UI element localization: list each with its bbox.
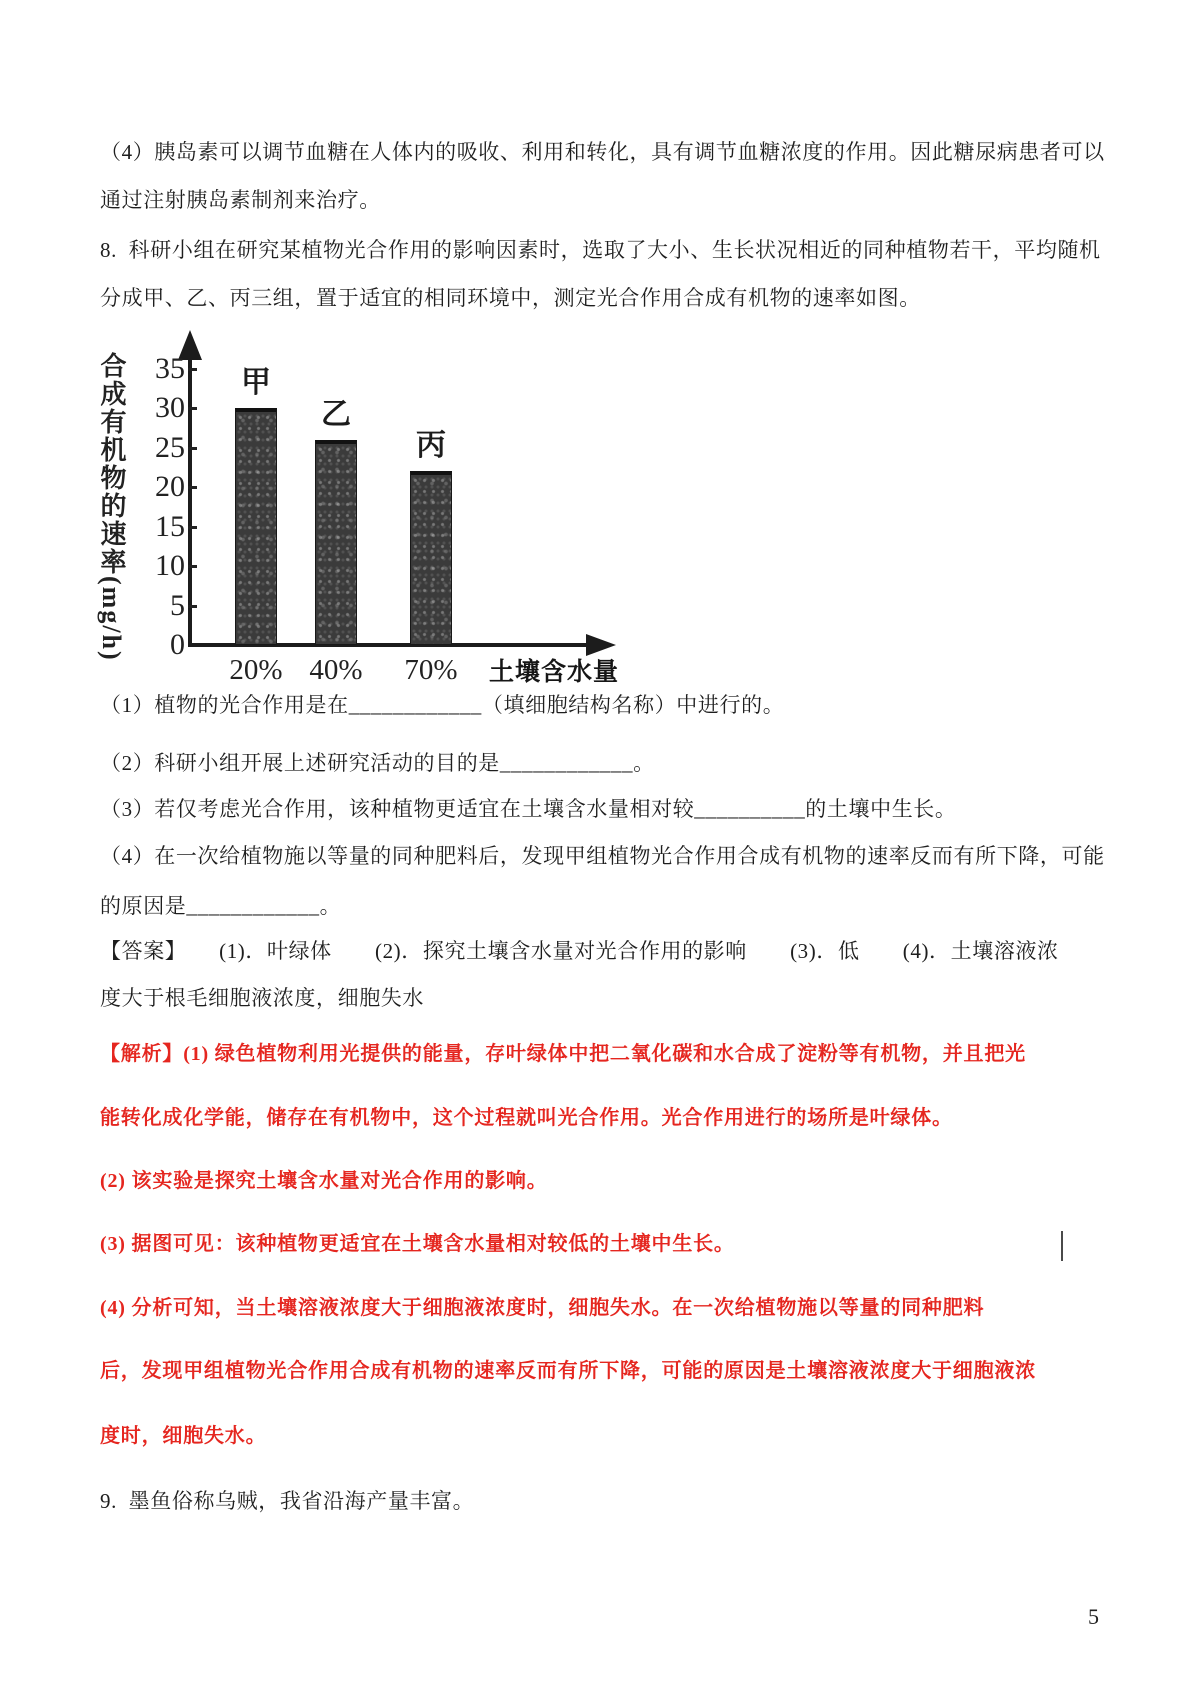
chart-y-axis-label: 合成有机物的速率(mg/h)	[97, 352, 126, 662]
y-tick-label: 35	[155, 351, 185, 385]
answer-line-1: 【答案】 (1)．叶绿体 (2)．探究土壤含水量对光合作用的影响 (3)．低 (4)．土壤溶液浓	[100, 939, 1059, 963]
y-tick-label: 0	[170, 628, 185, 661]
bar-乙	[315, 440, 357, 645]
x-tick-label: 40%	[309, 654, 363, 686]
y-tick-label: 10	[155, 549, 185, 582]
analysis-line-2: 能转化成化学能，储存在有机物中，这个过程就叫光合作用。光合作用进行的场所是叶绿体。	[100, 1107, 953, 1129]
y-tick-label: 30	[155, 391, 185, 424]
y-tick-label: 25	[155, 430, 185, 464]
analysis-line-6: 后，发现甲组植物光合作用合成有机物的速率反而有所下降，可能的原因是土壤溶液浓度大于细胞液浓	[100, 1360, 1036, 1382]
y-tick-label: 15	[155, 509, 185, 543]
bar-丙	[410, 471, 452, 645]
y-tick-mark	[188, 565, 197, 568]
bar-group-label: 丙	[416, 429, 446, 462]
bar-group-label: 甲	[241, 366, 271, 399]
question8-stem-line-1: 8. 科研小组在研究某植物光合作用的影响因素时，选取了大小、生长状况相近的同种植物若干，平均随机	[100, 238, 1101, 262]
y-tick-mark	[188, 605, 197, 608]
bar-甲	[235, 408, 277, 645]
chart-x-axis-label: 土壤含水量	[489, 659, 620, 686]
bar-group-label: 乙	[321, 398, 351, 431]
text-cursor-artifact	[1061, 1231, 1063, 1261]
analysis-line-4: (3) 据图可见：该种植物更适宜在土壤含水量相对较低的土壤中生长。	[100, 1233, 735, 1255]
question8-sub3: （3）若仅考虑光合作用，该种植物更适宜在土壤含水量相对较__________的土壤中生长。	[100, 797, 957, 821]
question8-stem-line-2: 分成甲、乙、丙三组，置于适宜的相同环境中，测定光合作用合成有机物的速率如图。	[100, 286, 921, 310]
y-tick-mark	[188, 486, 197, 489]
intro-line-1: （4）胰岛素可以调节血糖在人体内的吸收、利用和转化，具有调节血糖浓度的作用。因此糖尿病患者可以	[100, 140, 1105, 164]
question8-sub4-line-1: （4）在一次给植物施以等量的同种肥料后，发现甲组植物光合作用合成有机物的速率反而有所下降，可能	[100, 844, 1105, 868]
x-tick-label: 20%	[229, 654, 283, 686]
analysis-line-7: 度时，细胞失水。	[100, 1425, 267, 1447]
question8-sub1: （1）植物的光合作用是在____________（填细胞结构名称）中进行的。	[100, 693, 785, 717]
question8-sub2: （2）科研小组开展上述研究活动的目的是____________。	[100, 751, 655, 775]
y-tick-mark	[188, 407, 197, 410]
bar-chart	[93, 330, 638, 692]
y-tick-label: 20	[155, 470, 185, 503]
analysis-line-1: 【解析】(1) 绿色植物利用光提供的能量，存叶绿体中把二氧化碳和水合成了淀粉等有机物，并且把光	[100, 1043, 1026, 1065]
analysis-line-3: (2) 该实验是探究土壤含水量对光合作用的影响。	[100, 1170, 548, 1192]
y-tick-mark	[188, 368, 197, 371]
y-tick-label: 5	[170, 588, 185, 622]
y-tick-mark	[188, 526, 197, 529]
question8-sub4-line-2: 的原因是____________。	[100, 894, 342, 918]
y-tick-mark	[188, 447, 197, 450]
intro-line-2: 通过注射胰岛素制剂来治疗。	[100, 188, 381, 212]
y-axis-line	[188, 356, 192, 647]
page-number: 5	[1088, 1604, 1099, 1629]
x-tick-label: 70%	[404, 654, 458, 686]
question9-stem: 9. 墨鱼俗称乌贼，我省沿海产量丰富。	[100, 1489, 475, 1513]
analysis-line-5: (4) 分析可知，当土壤溶液浓度大于细胞液浓度时，细胞失水。在一次给植物施以等量的同种肥料	[100, 1297, 985, 1319]
answer-line-2: 度大于根毛细胞液浓度，细胞失水	[100, 986, 424, 1010]
